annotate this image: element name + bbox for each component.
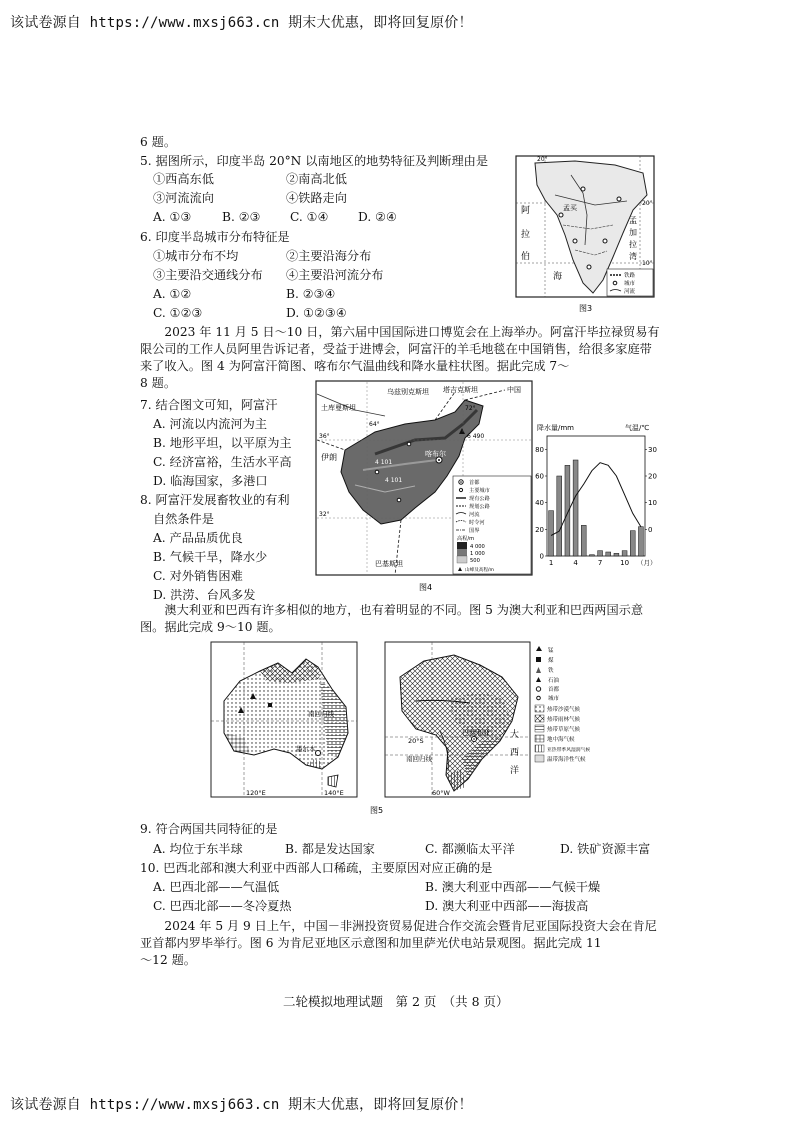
fig3-sea-label: 海 — [553, 272, 563, 282]
intro-11-12: 2024 年 5 月 9 日上午，中国－非洲投资贸易促进合作交流会暨肯尼亚国际投资大会在肯尼亚首都内罗毕举行。图 6 为肯尼亚地区示意图和加里萨光伏电站景观图。据此完成 11 — [140, 919, 657, 950]
q9-option-a: A. 均位于东半球 — [153, 842, 243, 856]
q6-item-2: ②主要沿海分布 — [286, 249, 372, 263]
question-10: 10. 巴西北部和澳大利亚中西部人口稀疏，主要原因对应正确的是 — [140, 861, 493, 875]
q5-option-b: B. ②③ — [222, 210, 261, 224]
fig4-lat-label: 32° — [319, 511, 330, 518]
svg-text:首都: 首都 — [469, 480, 480, 486]
bottom-banner: 该试卷源自 https://www.mxsj663.cn 期末大优惠，即将回复原价！ — [10, 1097, 473, 1113]
intro-7-8-tail: 8 题。 — [140, 376, 177, 390]
q6-item-1: ①城市分布不均 — [153, 249, 239, 263]
question-8-cont: 自然条件是 — [153, 512, 214, 526]
svg-text:热带沙漠气候: 热带沙漠气候 — [547, 707, 581, 713]
q10-option-d: D. 澳大利亚中西部——海拔高 — [425, 899, 589, 913]
fig5-br-capital: 巴西利亚 — [462, 729, 490, 737]
precip-bar — [638, 527, 643, 556]
q9-option-b: B. 都是发达国家 — [285, 842, 375, 856]
fig5-aus-lon: 140°E — [324, 789, 344, 797]
svg-text:4 000: 4 000 — [470, 544, 485, 550]
fig4-country-label: 塔吉克斯坦 — [443, 386, 478, 394]
y2-tick-label: 0 — [648, 525, 653, 534]
q6-option-b: B. ②③④ — [286, 287, 336, 301]
x-axis-label: （月） — [637, 559, 657, 567]
svg-text:石油: 石油 — [548, 678, 560, 684]
q6-option-a: A. ①② — [153, 287, 192, 301]
figure-4-afghanistan-map — [315, 380, 533, 595]
svg-text:锰: 锰 — [548, 648, 554, 654]
fig5-aus-lon: 120°E — [246, 789, 266, 797]
svg-text:热带雨林气候: 热带雨林气候 — [547, 717, 581, 723]
fig5-ocean: 西 — [510, 748, 520, 758]
svg-text:地中海气候: 地中海气候 — [547, 737, 575, 743]
fig3-lat-label: 20° — [642, 200, 653, 207]
y2-tick-label: 20 — [648, 472, 657, 481]
fig5-caption: 图5 — [370, 806, 384, 815]
q5-option-d: D. ②④ — [358, 210, 397, 224]
q8-option-b: B. 气候干旱，降水少 — [153, 550, 268, 564]
fig4-elev-label: 4 101 — [375, 459, 393, 466]
fig3-bay-label: 湾 — [629, 252, 637, 261]
fig3-bay-label: 孟 — [629, 216, 637, 225]
svg-text:主要城市: 主要城市 — [469, 488, 490, 494]
x-tick-label: 4 — [573, 559, 578, 567]
q5-option-c: C. ①④ — [290, 210, 329, 224]
svg-text:铁路: 铁路 — [624, 273, 636, 279]
svg-text:河流: 河流 — [469, 512, 480, 518]
q10-option-c: C. 巴西北部——冬冷夏热 — [153, 899, 292, 913]
line-6ti: 6 题。 — [140, 135, 177, 149]
x-tick-label: 7 — [597, 559, 603, 567]
kabul-climate-chart — [533, 420, 665, 580]
q6-item-3: ③主要沿交通线分布 — [153, 268, 263, 282]
q7-option-a: A. 河流以内流河为主 — [153, 417, 268, 431]
precip-bar — [630, 531, 635, 556]
fig5-br-tropic: 南回归线 — [406, 755, 432, 763]
svg-text:现有公路: 现有公路 — [469, 496, 490, 502]
svg-text:铁: 铁 — [548, 668, 554, 674]
fig4-country-label: 土库曼斯坦 — [321, 404, 356, 412]
figure-3-india-map — [515, 155, 660, 315]
temperature-line — [551, 463, 641, 536]
fig4-country-label: 乌兹别克斯坦 — [387, 388, 429, 396]
svg-text:国界: 国界 — [469, 528, 480, 534]
question-8: 8. 阿富汗发展畜牧业的有利 — [140, 493, 290, 507]
svg-text:热带草原气候: 热带草原气候 — [547, 727, 581, 733]
y-tick-label: 60 — [535, 472, 544, 481]
fig3-city-label: 孟买 — [563, 204, 577, 212]
precip-bar — [614, 553, 619, 556]
fig5-ocean: 大 — [510, 730, 520, 740]
fig3-sea-label: 阿 — [521, 206, 531, 216]
y2-tick-label: 30 — [648, 445, 657, 454]
fig4-elev-label: 4 101 — [385, 477, 403, 484]
fig3-sea-label: 伯 — [521, 252, 531, 262]
fig4-caption: 图4 — [419, 583, 433, 592]
q7-option-c: C. 经济富裕，生活水平高 — [153, 455, 292, 469]
fig4-lat-label: 36° — [319, 433, 330, 440]
fig4-lon-label: 72° — [465, 405, 476, 412]
fig4-country-label: 中国 — [507, 386, 521, 394]
intro-9-10: 澳大利亚和巴西有许多相似的地方，也有着明显的不同。图 5 为澳大利亚和巴西两国示意图。据此完成 9～10 题。 — [140, 603, 644, 634]
fig4-country-label: 巴基斯坦 — [375, 560, 403, 568]
svg-text:城市: 城市 — [548, 696, 560, 702]
svg-text:山峰及高程/m: 山峰及高程/m — [465, 568, 494, 573]
page-footer: 二轮模拟地理试题 第 2 页 （共 8 页） — [283, 994, 509, 1009]
fig3-caption: 图3 — [579, 304, 593, 313]
svg-text:1 000: 1 000 — [470, 551, 485, 557]
climate-ylabel-left: 降水量/mm — [537, 424, 574, 432]
svg-text:温带海洋性气候: 温带海洋性气候 — [547, 757, 586, 763]
q6-option-c: C. ①②③ — [153, 306, 203, 320]
question-5: 5. 据图所示，印度半岛 20°N 以南地区的地势特征及判断理由是 — [140, 154, 489, 168]
fig3-bay-label: 加 — [629, 228, 637, 237]
q5-item-4: ④铁路走向 — [286, 191, 347, 205]
precip-bar — [622, 551, 627, 556]
q10-option-b: B. 澳大利亚中西部——气候干燥 — [425, 880, 601, 894]
y-tick-label: 0 — [539, 552, 544, 561]
intro-7-8: 2023 年 11 月 5 日～10 日，第六届中国国际进口博览会在上海举办。阿富汗毕拉禄贸易有限公司的工作人员阿里告诉记者，受益于进博会，阿富汗的羊毛地毯在中国销售，给很多家庭带来了收入。图 4 为阿富汗简图、喀布尔气温曲线和降水量柱状图。据此完成 7～ — [140, 325, 660, 373]
svg-text:煤: 煤 — [548, 658, 554, 664]
q9-option-c: C. 都濒临太平洋 — [425, 842, 515, 856]
precip-bar — [581, 525, 586, 556]
intro-11-12-tail: ～12 题。 — [140, 953, 196, 967]
fig3-sea-label: 拉 — [521, 230, 531, 240]
y-tick-label: 80 — [535, 445, 544, 454]
q5-item-2: ②南高北低 — [286, 172, 347, 186]
top-banner: 该试卷源自 https://www.mxsj663.cn 期末大优惠，即将回复原价！ — [10, 15, 473, 31]
q8-option-d: D. 洪涝、台风多发 — [153, 588, 256, 602]
precip-bar — [573, 460, 578, 556]
x-tick-label: 1 — [548, 559, 554, 567]
fig3-lat-label: 10° — [642, 260, 653, 267]
fig3-lat-label: 20° — [537, 156, 548, 163]
q5-item-3: ③河流流向 — [153, 191, 214, 205]
q5-item-1: ①西高东低 — [153, 172, 214, 186]
precip-bar — [549, 511, 554, 556]
fig5-aus-tropic: 南回归线 — [308, 710, 334, 718]
precip-bar — [589, 555, 594, 556]
question-7: 7. 结合图文可知，阿富汗 — [140, 398, 278, 412]
y2-tick-label: 10 — [648, 499, 657, 508]
fig4-country-label: 伊朗 — [321, 453, 337, 462]
svg-text:城市: 城市 — [624, 281, 636, 287]
q6-item-4: ④主要沿河流分布 — [286, 268, 384, 282]
q10-option-a: A. 巴西北部——气温低 — [153, 880, 280, 894]
figure-5-australia-brazil — [210, 641, 602, 816]
fig4-capital-label: 喀布尔 — [425, 450, 446, 458]
q5-option-a: A. ①③ — [153, 210, 192, 224]
svg-text:500: 500 — [470, 558, 480, 564]
q8-option-a: A. 产品品质优良 — [153, 531, 243, 545]
precip-bar — [557, 476, 562, 556]
q8-option-c: C. 对外销售困难 — [153, 569, 243, 583]
fig3-bay-label: 拉 — [629, 240, 637, 249]
y-tick-label: 40 — [535, 499, 544, 508]
fig5-br-lon: 60°W — [432, 789, 450, 797]
svg-text:时令河: 时令河 — [469, 520, 485, 526]
question-6: 6. 印度半岛城市分布特征是 — [140, 230, 290, 244]
q9-option-d: D. 铁矿资源丰富 — [560, 842, 651, 856]
x-tick-label: 10 — [620, 559, 630, 567]
precip-bar — [598, 551, 603, 556]
climate-ylabel-right: 气温/℃ — [625, 424, 650, 432]
fig5-ocean: 洋 — [510, 766, 520, 776]
svg-text:规划公路: 规划公路 — [469, 504, 490, 510]
svg-text:高程/m: 高程/m — [457, 536, 475, 542]
q6-option-d: D. ①②③④ — [286, 306, 347, 320]
q7-option-d: D. 临海国家，多港口 — [153, 474, 268, 488]
fig4-lon-label: 64° — [369, 421, 380, 428]
svg-text:首都: 首都 — [548, 687, 560, 693]
svg-text:河流: 河流 — [624, 289, 636, 295]
fig5-aus-city: 墨尔本 — [296, 745, 316, 753]
precip-bar — [606, 552, 611, 556]
y-tick-label: 20 — [535, 525, 544, 534]
svg-text:亚热带季风湿润气候: 亚热带季风湿润气候 — [547, 748, 591, 753]
q7-option-b: B. 地形平坦，以平原为主 — [153, 436, 292, 450]
fig4-peak-label: 6 490 — [467, 433, 485, 440]
question-9: 9. 符合两国共同特征的是 — [140, 822, 278, 836]
fig5-br-lat: 20°S — [408, 737, 424, 745]
